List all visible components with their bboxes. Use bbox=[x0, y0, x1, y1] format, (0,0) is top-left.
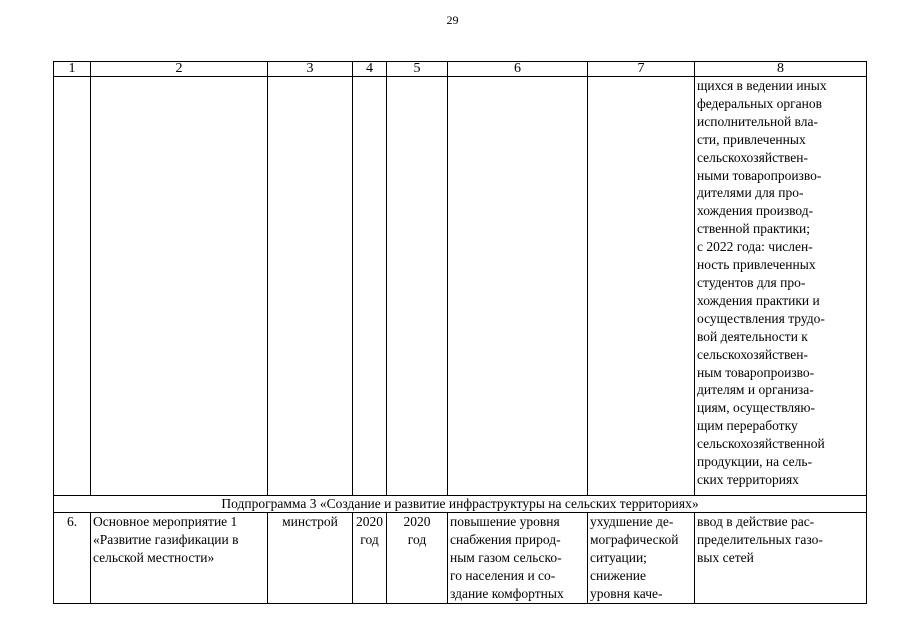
continuation-row bbox=[54, 77, 867, 496]
empty-cell bbox=[268, 77, 353, 496]
text-line: осуществления трудо- bbox=[697, 310, 825, 326]
text-line: с 2022 года: числен- bbox=[697, 239, 813, 255]
text-line: пределительных газо- bbox=[697, 531, 823, 547]
empty-cell bbox=[54, 77, 91, 496]
text-line: продукции, на сель- bbox=[697, 454, 813, 470]
executor-cell: минстрой bbox=[268, 513, 353, 604]
text-line: ным товаропроизво- bbox=[697, 364, 815, 380]
empty-cell bbox=[387, 77, 448, 496]
header-row bbox=[54, 62, 867, 77]
text-line: здание комфортных bbox=[450, 585, 564, 601]
empty-cell bbox=[448, 77, 588, 496]
subprogram-title: Подпрограмма 3 «Создание и развитие инфраструктуры на сельских территориях» bbox=[54, 496, 867, 513]
text-line: Основное мероприятие 1 bbox=[93, 514, 238, 529]
text-line: вой деятельности к bbox=[697, 328, 808, 344]
text-line: ность привлеченных bbox=[697, 257, 816, 273]
text-line: дителям и организа- bbox=[697, 382, 814, 398]
header-cell-6: 6 bbox=[448, 62, 588, 77]
empty-cell bbox=[91, 77, 268, 496]
header-cell-2: 2 bbox=[91, 62, 268, 77]
text-line: снижение bbox=[590, 567, 647, 583]
text-line: «Развитие газификации в bbox=[93, 531, 239, 547]
text-line: год bbox=[360, 531, 379, 547]
header-cell-4: 4 bbox=[353, 62, 387, 77]
text-line: сельскохозяйствен- bbox=[697, 346, 808, 362]
header-cell-5: 5 bbox=[387, 62, 448, 77]
empty-cell bbox=[588, 77, 695, 496]
text-line: сельскохозяйствен- bbox=[697, 149, 808, 165]
indicator-cell bbox=[695, 513, 867, 604]
start-year-cell bbox=[353, 513, 387, 604]
text-line: 2020 bbox=[356, 514, 383, 529]
text-line: ным газом сельско- bbox=[450, 549, 562, 565]
text-line: ситуации; bbox=[590, 549, 647, 565]
text-line: го населения и со- bbox=[450, 567, 556, 583]
text-line: хождения практики и bbox=[697, 292, 820, 308]
measures-table bbox=[53, 61, 867, 604]
text-line: щихся в ведении иных bbox=[697, 78, 827, 93]
text-line: год bbox=[407, 531, 427, 547]
text-line: сельской местности» bbox=[93, 549, 215, 565]
table-row bbox=[54, 513, 867, 604]
header-cell-1: 1 bbox=[54, 62, 91, 77]
empty-cell bbox=[353, 77, 387, 496]
header-cell-3: 3 bbox=[268, 62, 353, 77]
text-line: циям, осуществляю- bbox=[697, 400, 815, 416]
text-line: студентов для про- bbox=[697, 274, 806, 290]
text-line: федеральных органов bbox=[697, 95, 822, 111]
header-cell-7: 7 bbox=[588, 62, 695, 77]
subprogram-row bbox=[54, 496, 867, 513]
expected-result-cell bbox=[448, 513, 588, 604]
text-line: ными товаропроизво- bbox=[697, 167, 822, 183]
text-line: дителями для про- bbox=[697, 185, 804, 201]
indicator-continuation-cell bbox=[695, 77, 867, 496]
text-line: сти, привлеченных bbox=[697, 131, 806, 147]
text-line: повышение уровня bbox=[450, 514, 560, 529]
text-line: мографической bbox=[590, 531, 679, 547]
text-line: уровня каче- bbox=[590, 585, 663, 601]
header-cell-8: 8 bbox=[695, 62, 867, 77]
row-number: 6. bbox=[54, 513, 91, 604]
text-line: ственной практики; bbox=[697, 221, 810, 237]
text-line: ухудшение де- bbox=[590, 514, 674, 529]
text-line: сельскохозяйственной bbox=[697, 436, 825, 452]
consequences-cell bbox=[588, 513, 695, 604]
text-line: ввод в действие рас- bbox=[697, 514, 815, 529]
text-line: вых сетей bbox=[697, 549, 754, 565]
text-line: исполнительной вла- bbox=[697, 113, 818, 129]
text-line: ских территориях bbox=[697, 471, 799, 487]
end-year-cell bbox=[387, 513, 448, 604]
page-number: 29 bbox=[446, 13, 459, 27]
text-line: щим переработку bbox=[697, 418, 798, 434]
text-line: хождения производ- bbox=[697, 203, 814, 219]
measure-name-cell bbox=[91, 513, 268, 604]
text-line: снабжения природ- bbox=[450, 531, 561, 547]
text-line: 2020 bbox=[403, 514, 431, 529]
